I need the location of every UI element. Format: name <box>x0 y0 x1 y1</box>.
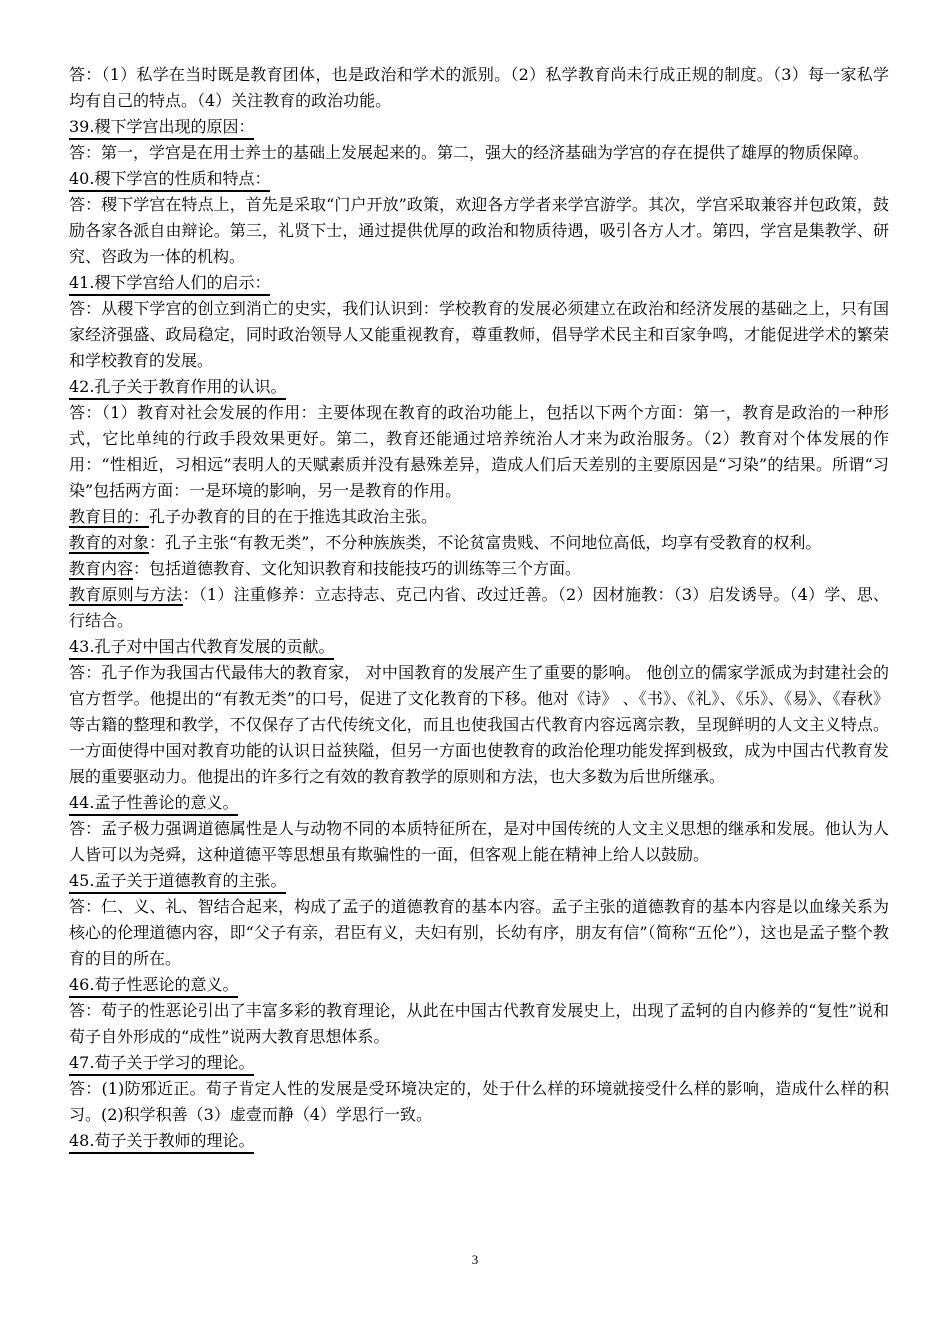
answer-paragraph: 答：孟子极力强调道德属性是人与动物不同的本质特征所在，是对中国传统的人文主义思想的继承和发展。他认为人人皆可以为尧舜，这种道德平等思想虽有欺骗性的一面，但客观上能在精神上给人以鼓励。 <box>69 819 889 864</box>
question-heading-text: 42.孔子关于教育作用的认识。 <box>69 376 286 400</box>
answer-paragraph: 答：(1)防邪近正。荀子肯定人性的发展是受环境决定的，处于什么样的环境就接受什么样的影响，造成什么样的积习。(2)积学积善（3）虚壹而静（4）学思行一致。 <box>69 1079 889 1124</box>
page-number: 3 <box>471 1252 479 1267</box>
answer-subsection <box>69 530 889 556</box>
question-heading-text: 46.荀子性恶论的意义。 <box>69 974 238 998</box>
subsection-head: 教育的对象 <box>69 533 150 552</box>
question-heading <box>69 868 889 894</box>
question-heading-text: 47.荀子关于学习的理论。 <box>69 1052 254 1076</box>
question-heading <box>69 634 889 660</box>
subsection-head: 教育目的： <box>69 507 150 526</box>
subsection-head: 教育内容 <box>69 559 134 578</box>
answer-subsection <box>69 582 889 634</box>
answer-paragraph: 答：从稷下学宫的创立到消亡的史实，我们认识到：学校教育的发展必须建立在政治和经济发展的基础之上，只有国家经济强盛、政局稳定，同时政治领导人又能重视教育，尊重教师，倡导学术民主和百家争鸣，才能促进学术的繁荣和学校教育的发展。 <box>69 299 889 370</box>
question-heading-text: 40.稷下学宫的性质和特点： <box>69 168 270 192</box>
question-heading <box>69 166 889 192</box>
answer-paragraph: 答：（1）教育对社会发展的作用：主要体现在教育的政治功能上，包括以下两个方面：第一，教育是政治的一种形式，它比单纯的行政手段效果更好。第二，教育还能通过培养统治人才来为政治服务。（2）教育对个体发展的作用：“性相近，习相远”表明人的天赋素质并没有悬殊差异，造成人们后天差别的主要原因是“习染”的结果。所谓“习染”包括两方面：一是环境的影响，另一是教育的作用。 <box>69 403 889 500</box>
answer-paragraph: 答：荀子的性恶论引出了丰富多彩的教育理论，从此在中国古代教育发展史上，出现了孟轲的自内修养的“复性”说和荀子自外形成的“成性”说两大教育思想体系。 <box>69 1001 889 1046</box>
answer-paragraph: 答：孔子作为我国古代最伟大的教育家， 对中国教育的发展产生了重要的影响。 他创立的儒家学派成为封建社会的官方哲学。他提出的“有教无类”的口号，促进了文化教育的下移。他对《诗》 、《书》、《礼》、《乐》、《易》、《春秋》等古籍的整理和教学，不仅保存了古代传统文化，而且也使我国古代教育内容远离宗教，呈现鲜明的人文主义特点。一方面使得中国对教育功能的认识日益狭隘，但另一方面也使教育的政治伦理功能发挥到极致，成为中国古代教育发展的重要驱动力。他提出的许多行之有效的教育教学的原则和方法，也大多数为后世所继承。 <box>69 663 889 786</box>
question-heading-text: 48.荀子关于教师的理论。 <box>69 1130 254 1154</box>
answer-subsection <box>69 556 889 582</box>
question-heading <box>69 972 889 998</box>
answer-paragraph: 答：仁、义、礼、智结合起来，构成了孟子的道德教育的基本内容。孟子主张的道德教育的基本内容是以血缘关系为核心的伦理道德内容，即“父子有亲，君臣有义，夫妇有别，长幼有序，朋友有信”（简称“五伦”），这也是孟子整个教育的目的所在。 <box>69 897 889 968</box>
subsection-text: 孔子办教育的目的在于推选其政治主张。 <box>149 507 438 526</box>
question-heading <box>69 790 889 816</box>
subsection-text: ：（1）注重修养：立志持志、克己内省、改过迁善。（2）因材施教：（3）启发诱导。（4）学、思、行结合。 <box>69 585 889 630</box>
question-heading-text: 39.稷下学宫出现的原因： <box>69 116 254 140</box>
question-heading-text: 43.孔子对中国古代教育发展的贡献。 <box>69 636 334 660</box>
answer-paragraph: 答：（1）私学在当时既是教育团体，也是政治和学术的派别。（2）私学教育尚未行成正规的制度。（3）每一家私学均有自己的特点。（4）关注教育的政治功能。 <box>69 65 889 110</box>
subsection-text: ：孔子主张“有教无类”，不分种族族类，不论贫富贵贱、不问地位高低，均享有受教育的权利。 <box>149 533 822 552</box>
question-heading <box>69 1128 889 1154</box>
question-heading-text: 45.孟子关于道德教育的主张。 <box>69 870 286 894</box>
question-heading-text: 41.稷下学宫给人们的启示： <box>69 272 270 296</box>
question-heading <box>69 114 889 140</box>
document-body <box>69 62 889 1154</box>
question-heading-text: 44.孟子性善论的意义。 <box>69 792 238 816</box>
question-heading <box>69 374 889 400</box>
question-heading <box>69 1050 889 1076</box>
answer-paragraph: 答：第一，学宫是在用士养士的基础上发展起来的。第二，强大的经济基础为学宫的存在提供了雄厚的物质保障。 <box>69 143 870 162</box>
subsection-text: ：包括道德教育、文化知识教育和技能技巧的训练等三个方面。 <box>133 559 582 578</box>
question-heading <box>69 270 889 296</box>
answer-subsection <box>69 504 889 530</box>
answer-paragraph: 答：稷下学宫在特点上，首先是采取“门户开放”政策，欢迎各方学者来学宫游学。其次，学宫采取兼容并包政策，鼓励各家各派自由辩论。第三，礼贤下士，通过提供优厚的政治和物质待遇，吸引各方人才。第四，学宫是集教学、研究、咨政为一体的机构。 <box>69 195 889 266</box>
subsection-head: 教育原则与方法 <box>69 585 183 604</box>
